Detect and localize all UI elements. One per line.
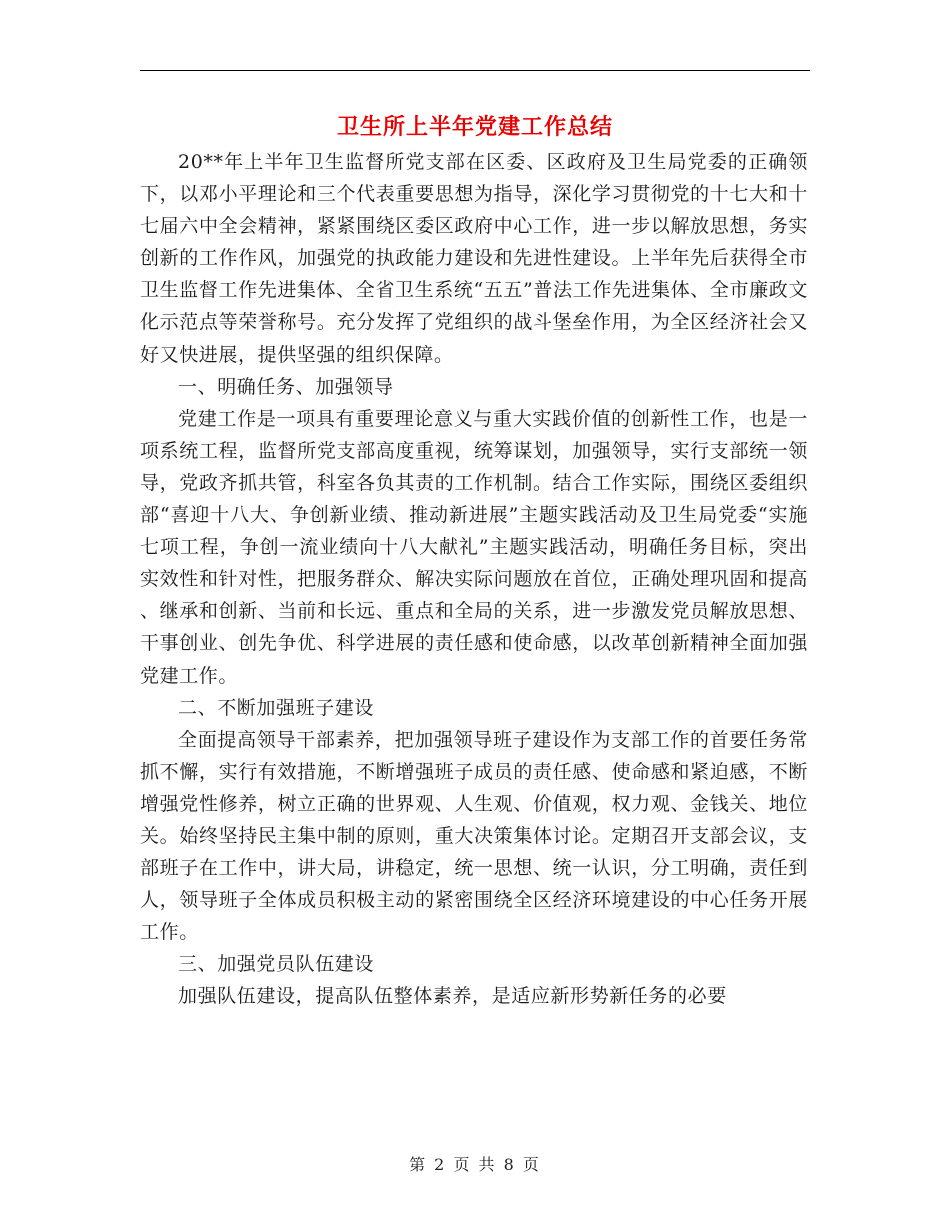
paragraph-section-3: 加强队伍建设，提高队伍整体素养，是适应新形势新任务的必要 bbox=[178, 985, 727, 1008]
page-number: 第 2 页 共 8 页 bbox=[409, 1155, 541, 1174]
document-title: 卫生所上半年党建工作总结 bbox=[336, 114, 613, 140]
section-heading-2: 二、不断加强班子建设 bbox=[178, 696, 375, 719]
paragraph-section-1: 党建工作是一项具有重要理论意义与重大实践价值的创新性工作，也是一项系统工程，监督所党支部高度重视，统筹谋划，加强领导，实行支部统一领导，党政齐抓共管，科室各负其责的工作机制。结合工作实际，围绕区委组织部“喜迎十八大、争创新业绩、推动新进展”主题实践活动及卫生局党委“实施七项工程，争创一流业绩向十八大献礼”主题实践活动，明确任务目标，突出实效性和针对性，把服务群众、解决实际问题放在首位，正确处理巩固和提高、继承和创新、当前和长远、重点和全局的关系，进一步激发党员解放思想、干事创业、创先争优、科学进展的责任感和使命感，以改革创新精神全面加强党建工作。 bbox=[140, 407, 808, 687]
paragraph-section-2: 全面提高领导干部素养，把加强领导班子建设作为支部工作的首要任务常抓不懈，实行有效措施，不断增强班子成员的责任感、使命感和紧迫感，不断增强党性修养，树立正确的世界观、人生观、价值观，权力观、金钱关、地位关。始终坚持民主集中制的原则，重大决策集体讨论。定期召开支部会议，支部班子在工作中，讲大局，讲稳定，统一思想、统一认识，分工明确，责任到人，领导班子全体成员积极主动的紧密围绕全区经济环境建设的中心任务开展工作。 bbox=[140, 728, 808, 944]
paragraph-intro: 20**年上半年卫生监督所党支部在区委、区政府及卫生局党委的正确领下，以邓小平理论和三个代表重要思想为指导，深化学习贯彻党的十七大和十七届六中全会精神，紧紧围绕区委区政府中心工作，进一步以解放思想，务实创新的工作作风，加强党的执政能力建设和先进性建设。上半年先后获得全市卫生监督工作先进集体、全省卫生系统“五五”普法工作先进集体、全市廉政文化示范点等荣誉称号。充分发挥了党组织的战斗堡垒作用，为全区经济社会又好又快进展，提供坚强的组织保障。 bbox=[140, 151, 808, 366]
header-rule bbox=[140, 70, 810, 71]
section-heading-3: 三、加强党员队伍建设 bbox=[178, 953, 375, 976]
section-heading-1: 一、明确任务、加强领导 bbox=[178, 375, 394, 398]
document-body bbox=[140, 146, 808, 1013]
